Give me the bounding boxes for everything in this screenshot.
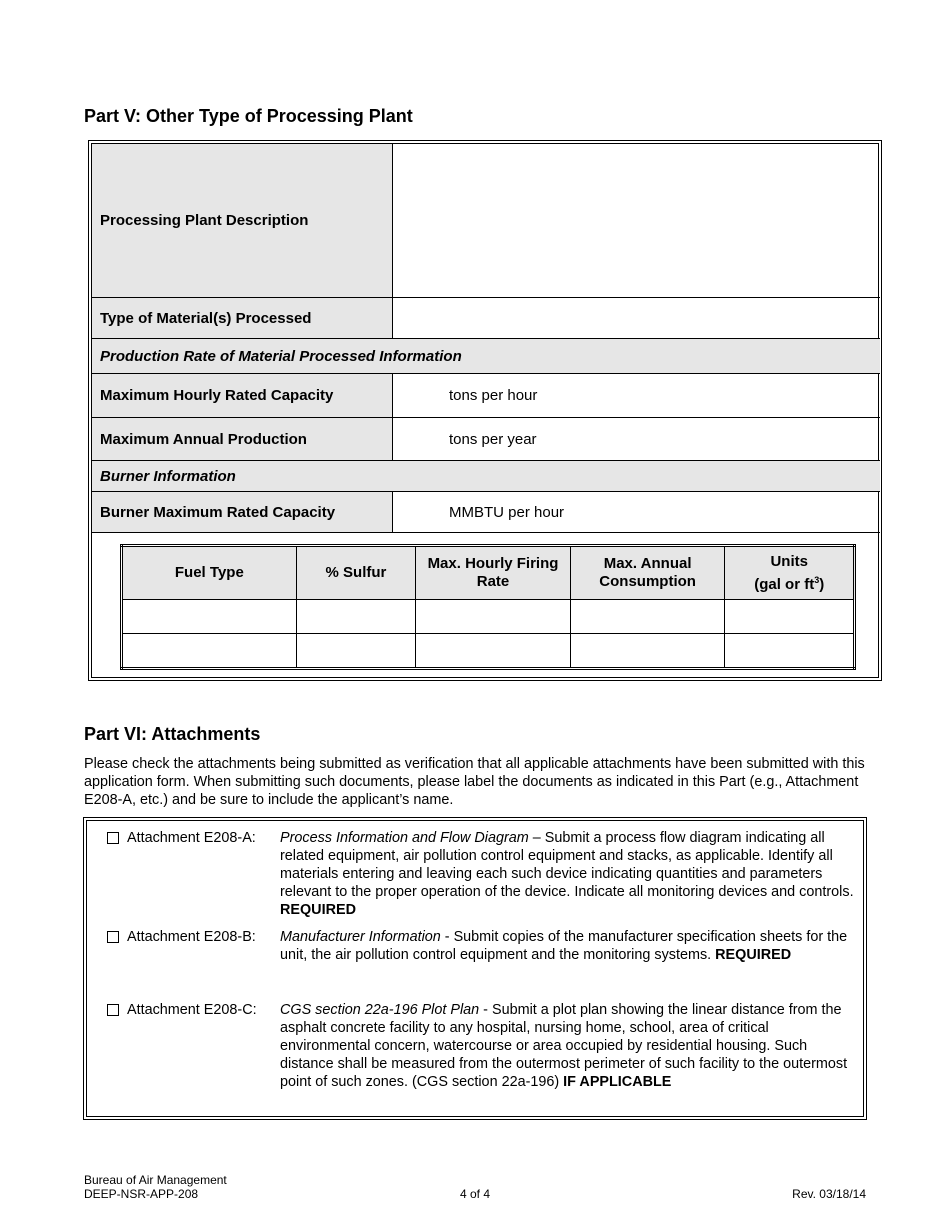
fuel-table-header-row [122,546,855,600]
table-row [122,634,855,669]
attachment-c-checkbox[interactable] [107,1004,119,1016]
attachment-a-text: – Submit a process flow diagram indicating all related equipment, air pollution control equipment and stacks, as applicable. Identify all materials entering and leaving each such device indicating quantities and parameters relevant to the proper operation of the device. Indicate all monitoring devices and controls. [280,830,854,900]
fuel-table [120,544,856,670]
annual-production-field[interactable] [393,418,880,460]
annual-production-unit: tons per year [449,430,537,448]
attachment-b-flag: REQUIRED [715,947,792,963]
attachment-b-text: - Submit copies of the manufacturer specification sheets for the unit, the air pollution control equipment and the monitoring systems. [280,929,848,963]
hourly-capacity-row [92,374,880,418]
burner-section-header: Burner Information [92,461,880,492]
annual-production-row [92,418,880,461]
attachment-a-description [280,829,855,919]
footer-org: Bureau of Air Management [84,1173,227,1187]
description-row [92,144,880,298]
units-header-title: Units [770,552,808,570]
attachment-b-description [280,928,855,964]
burner-capacity-label: Burner Maximum Rated Capacity [92,492,393,532]
sulfur-header: % Sulfur [296,546,415,600]
fuel-type-header: Fuel Type [122,546,297,600]
footer-revision: Rev. 03/18/14 [792,1187,866,1201]
fuel-cell[interactable] [570,634,725,669]
production-section-header: Production Rate of Material Processed Information [92,339,880,374]
attachment-b-title: Manufacturer Information [280,929,441,945]
hourly-firing-rate-header: Max. Hourly Firing Rate [416,546,571,600]
footer-form-number: DEEP-NSR-APP-208 [84,1187,199,1201]
fuel-cell[interactable] [725,600,855,634]
units-header-sup: 3 [814,574,820,585]
part5-table [91,143,879,678]
fuel-cell[interactable] [296,634,415,669]
attachment-a-checkbox[interactable] [107,832,119,844]
burner-capacity-field[interactable] [393,492,880,532]
attachments-box [86,820,864,1117]
annual-production-label: Maximum Annual Production [92,418,393,460]
attachment-c-description [280,1001,855,1091]
description-field[interactable] [393,144,880,297]
attachment-c-label: Attachment E208-C: [127,1002,257,1018]
fuel-cell[interactable] [416,600,571,634]
part5-heading: Part V: Other Type of Processing Plant [84,106,413,126]
materials-field[interactable] [393,298,880,338]
footer-left [84,1173,227,1201]
annual-consumption-header: Max. Annual Consumption [570,546,725,600]
table-row [122,600,855,634]
fuel-cell[interactable] [570,600,725,634]
units-header-sub: (gal or ft [754,575,815,593]
fuel-cell[interactable] [296,600,415,634]
hourly-capacity-label: Maximum Hourly Rated Capacity [92,374,393,417]
attachment-a-label: Attachment E208-A: [127,830,256,846]
units-header [725,546,855,600]
attachment-b-label: Attachment E208-B: [127,929,256,945]
fuel-cell[interactable] [122,634,297,669]
part6-heading: Part VI: Attachments [84,724,261,744]
materials-label: Type of Material(s) Processed [92,298,393,338]
description-label: Processing Plant Description [92,144,393,297]
hourly-capacity-field[interactable] [393,374,880,417]
materials-row [92,298,880,339]
attachment-c-flag: IF APPLICABLE [563,1074,672,1090]
attachment-c-title: CGS section 22a-196 Plot Plan [280,1002,480,1018]
hourly-capacity-unit: tons per hour [449,387,538,404]
fuel-cell[interactable] [725,634,855,669]
attachment-a-title: Process Information and Flow Diagram [280,830,529,846]
burner-capacity-row [92,492,880,533]
fuel-cell[interactable] [122,600,297,634]
part6-intro: Please check the attachments being submitted as verification that all applicable attachments have been submitted with this application form. When submitting such documents, please label the documents as indicated in this Part (e.g., Attachment E208-A, etc.) and be sure to include the applicant’s name. [84,756,865,808]
attachment-c-text: - Submit a plot plan showing the linear distance from the asphalt concrete facility to any hospital, nursing home, school, area of critical environmental concern, watercourse or area occupied by residential housing. Such distance shall be measured from the outermost perimeter of such facility to the outermost point of such zones. (CGS section 22a-196) [280,1002,848,1090]
fuel-cell[interactable] [416,634,571,669]
burner-capacity-unit: MMBTU per hour [449,503,565,521]
attachment-a-flag: REQUIRED [280,902,356,918]
units-header-close: ) [819,575,825,593]
attachment-b-checkbox[interactable] [107,931,119,943]
footer-page-number: 4 of 4 [459,1187,491,1201]
